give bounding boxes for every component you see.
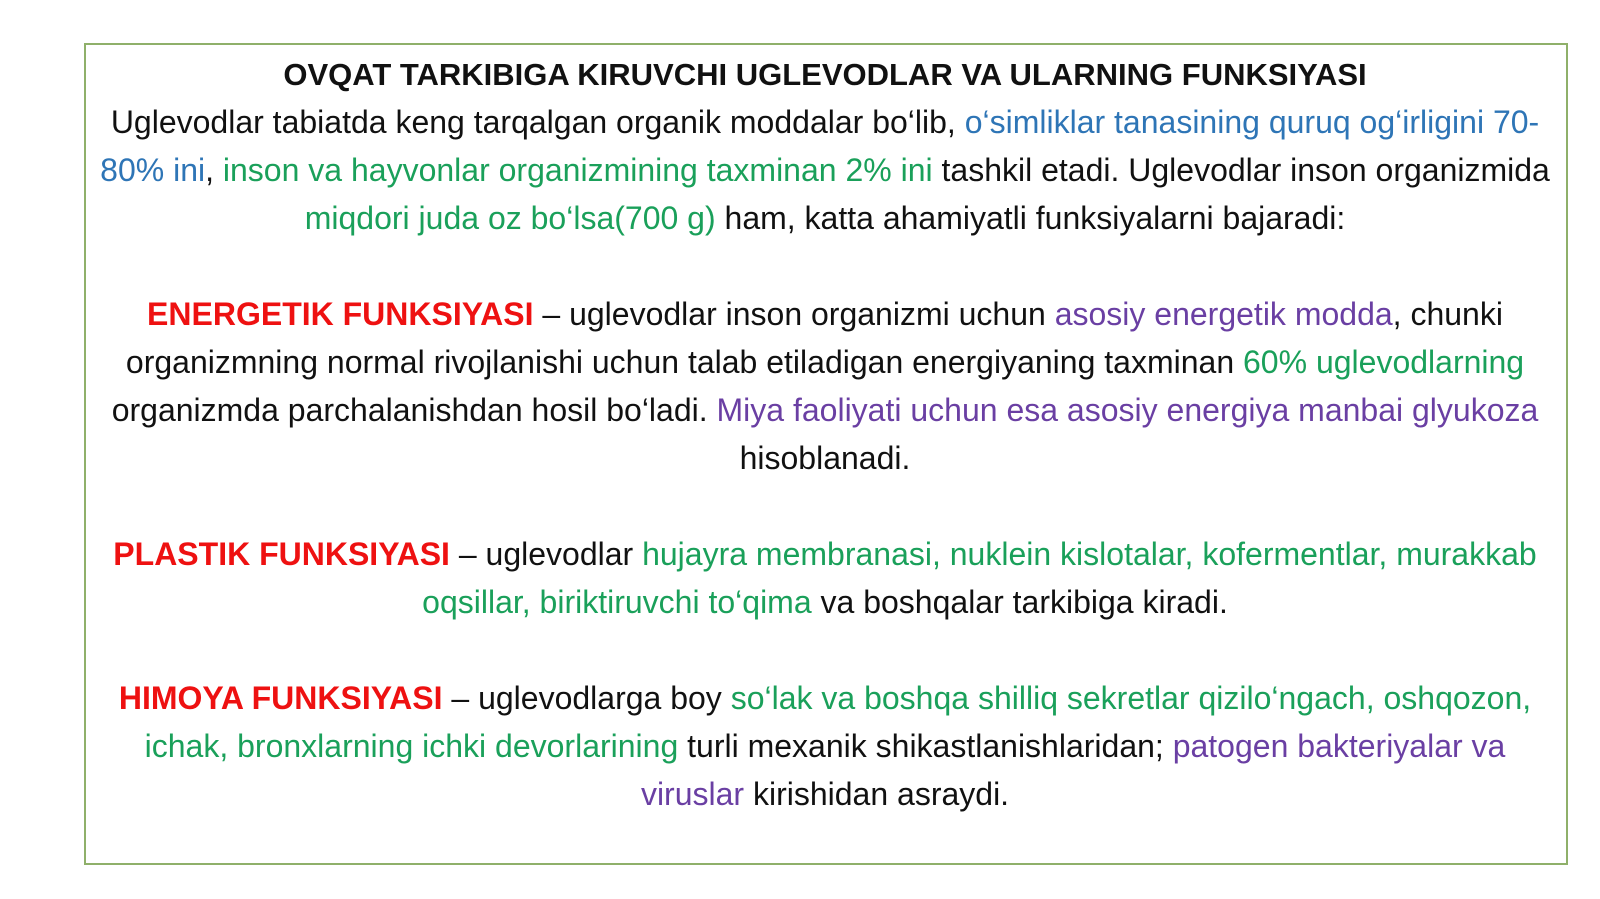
- energetik-highlight-1: asosiy energetik modda: [1054, 296, 1393, 332]
- himoya-heading: HIMOYA FUNKSIYASI: [118, 680, 443, 716]
- energetik-paragraph: [100, 290, 1550, 482]
- himoya-text-1: – uglevodlarga boy: [442, 680, 731, 716]
- spacer: [100, 242, 1550, 290]
- plastik-paragraph: [100, 530, 1550, 626]
- intro-highlight-organism: inson va hayvonlar organizmining taxminan 2% ini: [222, 152, 933, 188]
- intro-text: Uglevodlar tabiatda keng tarqalgan organik moddalar bo‘lib,: [110, 104, 965, 140]
- energetik-text-2: , chunki organizmning normal rivojlanishi uchun talab etiladigan energiyaning taxminan: [125, 296, 1503, 380]
- energetik-highlight-3: Miya faoliyati uchun esa asosiy energiya manbai glyukoza: [716, 392, 1539, 428]
- plastik-highlight: hujayra membranasi, nuklein kislotalar, kofermentlar, murakkab oqsillar, biriktiruvchi to‘qima: [422, 536, 1537, 620]
- energetik-highlight-2: 60% uglevodlarning: [1243, 344, 1525, 380]
- himoya-highlight-1: so‘lak va boshqa shilliq sekretlar qizilo‘ngach, oshqozon, ichak, bronxlarning ichki devorlarining: [144, 680, 1532, 764]
- spacer: [100, 626, 1550, 674]
- spacer: [100, 482, 1550, 530]
- intro-paragraph: [100, 98, 1550, 242]
- himoya-text-2: turli mexanik shikastlanishlaridan;: [678, 728, 1173, 764]
- energetik-text-3: organizmda parchalanishdan hosil bo‘ladi.: [111, 392, 717, 428]
- himoya-highlight-2: patogen bakteriyalar va viruslar: [640, 728, 1506, 812]
- intro-highlight-amount: miqdori juda oz bo‘lsa(700 g): [304, 200, 716, 236]
- page-title: OVQAT TARKIBIGA KIRUVCHI UGLEVODLAR VA ULARNING FUNKSIYASI: [283, 57, 1367, 92]
- intro-separator: ,: [205, 152, 223, 188]
- slide-content: [100, 52, 1550, 818]
- himoya-text-3: kirishidan asraydi.: [744, 776, 1010, 812]
- intro-text-2: tashkil etadi. Uglevodlar inson organizmida: [932, 152, 1550, 188]
- energetik-heading: ENERGETIK FUNKSIYASI: [147, 296, 534, 332]
- intro-text-3: ham, katta ahamiyatli funksiyalarni bajaradi:: [715, 200, 1346, 236]
- plastik-text-1: – uglevodlar: [449, 536, 643, 572]
- energetik-text-4: hisoblanadi.: [739, 440, 911, 476]
- intro-highlight-plants: o‘simliklar tanasining quruq og‘irligini 70-80% ini: [100, 104, 1540, 188]
- himoya-paragraph: [100, 674, 1550, 818]
- plastik-heading: PLASTIK FUNKSIYASI: [113, 536, 450, 572]
- plastik-text-2: va boshqalar tarkibiga kiradi.: [811, 584, 1228, 620]
- energetik-text-1: – uglevodlar inson organizmi uchun: [533, 296, 1055, 332]
